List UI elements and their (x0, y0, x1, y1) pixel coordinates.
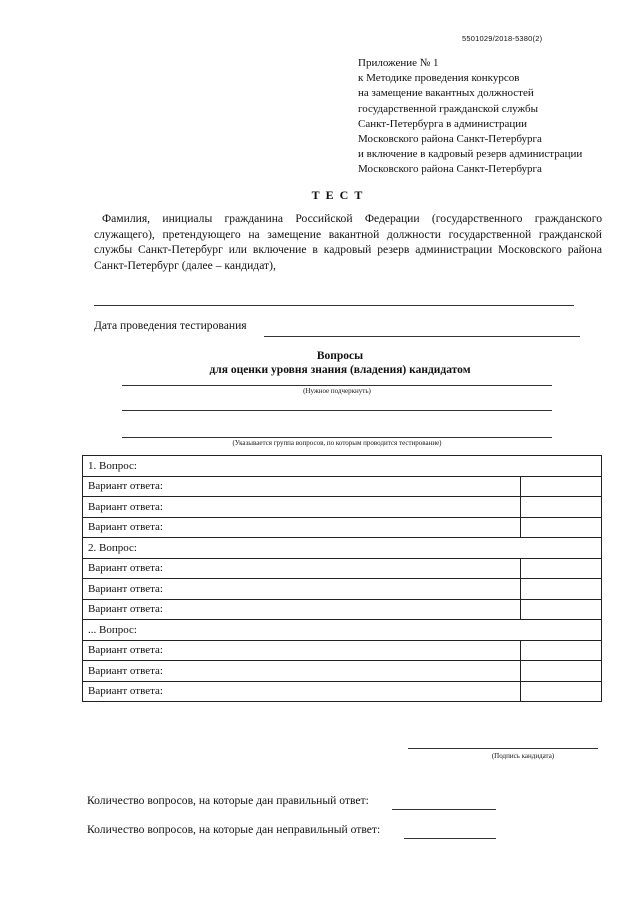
answer-label-cell: Вариант ответа: (83, 599, 521, 620)
questions-table (82, 455, 602, 702)
answer-label-cell: Вариант ответа: (83, 681, 521, 702)
answer-row (83, 640, 602, 661)
answer-checkbox-cell[interactable] (521, 558, 602, 579)
annex-line: Московского района Санкт-Петербурга (358, 133, 542, 146)
underline-note: (Нужное подчеркнуть) (303, 387, 371, 395)
answer-checkbox-cell[interactable] (521, 476, 602, 497)
question-cell: 2. Вопрос: (83, 538, 602, 559)
answer-row (83, 681, 602, 702)
question-row (83, 538, 602, 559)
answer-row (83, 599, 602, 620)
group-line[interactable] (122, 437, 552, 438)
answer-checkbox-cell[interactable] (521, 517, 602, 538)
annex-line: Санкт-Петербурга в администрации (358, 117, 528, 130)
knowledge-line-2[interactable] (122, 410, 552, 411)
date-line[interactable] (264, 336, 580, 337)
incorrect-count-label: Количество вопросов, на которые дан неправильный ответ: (87, 823, 381, 836)
answer-row (83, 497, 602, 518)
questions-subheading: для оценки уровня знания (владения) кандидатом (209, 364, 471, 376)
answer-row (83, 517, 602, 538)
answer-row (83, 579, 602, 600)
annex-line: на замещение вакантных должностей (358, 87, 534, 100)
signature-note: (Подпись кандидата) (491, 752, 555, 760)
answer-label-cell: Вариант ответа: (83, 579, 521, 600)
group-note: (Указывается группа вопросов, по которым проводится тестирование) (232, 439, 442, 447)
question-row (83, 620, 602, 641)
annex-line: Приложение № 1 (358, 57, 439, 69)
annex-line: Московского района Санкт-Петербурга (358, 163, 542, 176)
answer-label-cell: Вариант ответа: (83, 640, 521, 661)
document-number: 5501029/2018-5380(2) (462, 34, 543, 43)
answer-label-cell: Вариант ответа: (83, 517, 521, 538)
answer-checkbox-cell[interactable] (521, 681, 602, 702)
questions-heading-block (0, 349, 640, 377)
annex-line: государственной гражданской службы (358, 102, 538, 115)
answer-label-cell: Вариант ответа: (83, 476, 521, 497)
document-title: ТЕСТ (311, 188, 369, 202)
question-cell: 1. Вопрос: (83, 456, 602, 477)
signature-line[interactable] (408, 748, 598, 749)
answer-checkbox-cell[interactable] (521, 661, 602, 682)
incorrect-count-line[interactable] (404, 838, 496, 839)
annex-line: и включение в кадровый резерв администрации (358, 148, 583, 161)
intro-paragraph: Фамилия, инициалы гражданина Российской Федерации (государственного гражданского служащего), претендующего на замещение вакантной должности государственной гражданской службы Санкт-Петербург или включение в кадровый резерв администрации Московского района Санкт-Петербург (далее – кандидат), (94, 212, 602, 272)
answer-row (83, 476, 602, 497)
answer-label-cell: Вариант ответа: (83, 497, 521, 518)
annex-block (358, 56, 582, 178)
annex-line: к Методике проведения конкурсов (358, 72, 520, 85)
question-cell: ... Вопрос: (83, 620, 602, 641)
correct-count-line[interactable] (392, 809, 496, 810)
answer-row (83, 661, 602, 682)
answer-row (83, 558, 602, 579)
answer-checkbox-cell[interactable] (521, 497, 602, 518)
answer-checkbox-cell[interactable] (521, 599, 602, 620)
question-row (83, 456, 602, 477)
candidate-name-line[interactable] (94, 305, 574, 306)
answer-checkbox-cell[interactable] (521, 640, 602, 661)
date-label: Дата проведения тестирования (94, 319, 247, 332)
answer-label-cell: Вариант ответа: (83, 661, 521, 682)
questions-heading: Вопросы (316, 350, 364, 362)
knowledge-line-1[interactable] (122, 385, 552, 386)
answer-checkbox-cell[interactable] (521, 579, 602, 600)
answer-label-cell: Вариант ответа: (83, 558, 521, 579)
correct-count-label: Количество вопросов, на которые дан правильный ответ: (87, 794, 369, 807)
